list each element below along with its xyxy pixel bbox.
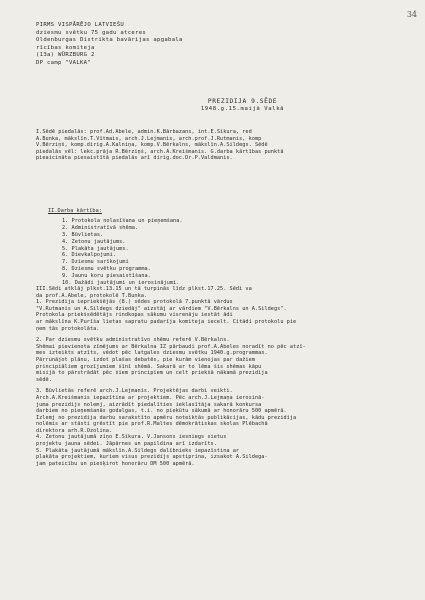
text-line: Shēmai pievienota zīmējums ar Bērkalna IZ pārbaudi prof.A.Ābeles noradīt no pēc atzī- (36, 343, 306, 350)
proceedings-section (36, 286, 388, 467)
letterhead (36, 22, 183, 68)
text-line: 1. Prezidija iepriekšējās (8.) sēdes protokolā 7.punktā vārdus (36, 299, 233, 306)
agenda-item: 7. Dziesmu sarīkojumi (62, 259, 129, 266)
text-line: principiāliem grozījumiem šīnī shēmā. Sakarā ar to lēma šis shēmas kāpu (36, 363, 262, 370)
agenda-item: 5. Plakāta jautājums. (62, 245, 129, 252)
agenda-item: 2. Administratīvā shēma. (62, 224, 139, 231)
text-line: da prof.A.Ābele, protokolē T.Bunka. (36, 292, 148, 299)
text-line: Arch.A.Kreišmanis iepazītina ar projektiem. Pēc arch.J.Lejmaņa ierosinā- (36, 394, 265, 401)
text-line: sēdē. (36, 376, 52, 383)
text-line: projektu jauna sēdei. Jāpārnes un papildina arī izdarīts. (36, 441, 217, 448)
text-line: darbiem no pieņemšanās godalgas, t.i. no piekūtu sākumā ar honorāru 500 apmērā. (36, 408, 287, 415)
text-line: direktora arh.R.Ozolina. (36, 427, 113, 434)
letterhead-line: Oldenburgas Distrikta bavārijas apgabala (36, 37, 183, 44)
text-line: Protokola priekšsēdētājs rindkopas sākumu visrenāju iestāt ādi (36, 312, 233, 319)
document-date: 1948.g.15.maijā Valkā (200, 106, 285, 112)
text-line: Izlemj no prezidija darbu sarakstīto apmēru noteiktās publikācijas, kādu prezidija (36, 414, 297, 421)
text-line: juma prezidijs nolemj, aizrādīt piedalīties ieklasītāja sakarā konkursa (36, 401, 262, 408)
text-line: 2. Par dziesmu svētku administratīvo shēmu referē V.Bērkalns. (36, 337, 230, 344)
text-line: "V.Rutmanis un A.Sildegs dziedāj" aizstāj ar vārdiem "V.Bērkalns un A.Sildegs". (36, 305, 287, 312)
agenda-item: 3. Būvlietas. (62, 231, 104, 238)
text-line: nolēmis ar stāsti grēstīt pie prof.R.Maltes dēmokrātiskas skolas Plēbachā (36, 421, 268, 428)
letterhead-line: DP camp "VALKA" (36, 59, 92, 66)
attendance-section (36, 129, 386, 162)
text-line: III.Sēdi atklāj plkst.13.15 un tā turpinās līdz plkst.17.25. Sēdi va (36, 286, 252, 292)
text-line: mes izteikts atzīts, vēdot pēc latgales dziesmu svētku 1940.g.programmas. (36, 350, 268, 357)
text-line: misijā to pārstrādāt pēc šiem principiem un celt priekšā nākamā prezidija (36, 370, 268, 377)
text-line: ar mākslīna K.Purīša lietas sapratu padarīja komiteja iecelt. Citādi protokolu pie (36, 318, 297, 325)
text-line: A.Bunka, mākslīn.T.Vītmais, arch.J.Lejmanis, arch.prof.J.Rutmanis, komp (36, 135, 262, 142)
text-line: jam pateicību un piešķirot honorāru DM 500 apmērā. (36, 460, 195, 467)
letterhead-line: PIRMS VISPĀRĒJO LATVIEŠU (36, 22, 125, 28)
text-line: piedalās vēl: lekc.prāja R.Bērziņš, arch.A.Kreišmanis. G.darba kārtības punktā (36, 148, 284, 155)
agenda-section (48, 208, 183, 287)
text-line: 4. Žetonu jautājumā ziņo E.Sīkura. V.Jansons iesniegs sietus (36, 434, 227, 441)
letterhead-line: dziesmu svētku 75 gadu atceres (36, 29, 147, 36)
agenda-heading: II.Darba kārtība: (48, 208, 102, 214)
text-line: V.Bērziņš, komp.dirig.A.Kalniņa, komp.V.Bērkalns, mākslīn.A.Sildegs. Sēdē (36, 142, 268, 149)
text-line: plakāta projektiem, kuriem visus prezidijs apstiprina, izsakot A.Sildega- (36, 454, 268, 461)
agenda-item: 9. Jaunu koru piesaistīšana. (62, 273, 151, 280)
letterhead-line: (13a) WÜRZBURG 2 (36, 52, 95, 59)
agenda-item: 4. Žetonu jautājums. (62, 238, 126, 245)
agenda-item: 1. Protokola nolasīšana un pieņemšana. (62, 217, 183, 224)
page-number: 34 (406, 10, 417, 19)
text-line: Pārrunājot plānu, izdot plašas debatēs, pie kurām vienojas par dažiem (36, 356, 255, 363)
text-line: 3. Būvlietās referē arch.J.Lejmanis. Projektējas darbi veikti. (36, 388, 233, 395)
agenda-item: 8. Dziesmu svētku programma. (62, 266, 151, 273)
text-line: ņem tās protokolāta. (36, 325, 100, 332)
agenda-item: 6. Dievkalpojumi. (62, 252, 116, 259)
agenda-item: 10. Dažādi jautājumi un ierosinājumi. (62, 280, 180, 287)
text-line: I.Sēdē piedalās: prof.Ad.Ābele, admin.K.Bārbazans, int.E.Sīkura, red (36, 129, 252, 135)
text-line: pieaicināta piesaistītā piedalās arī dirig.doc.Dr.P.Valdmanis. (36, 155, 233, 162)
document-title: PREZIDIJA 9.SĒDE (207, 98, 278, 105)
text-line: 5. Plakāta jautājumā mākslīn.A.Sildegs dalībnieks iepazīstina ar (36, 447, 240, 454)
letterhead-line: rīcības komiteja (36, 44, 95, 51)
